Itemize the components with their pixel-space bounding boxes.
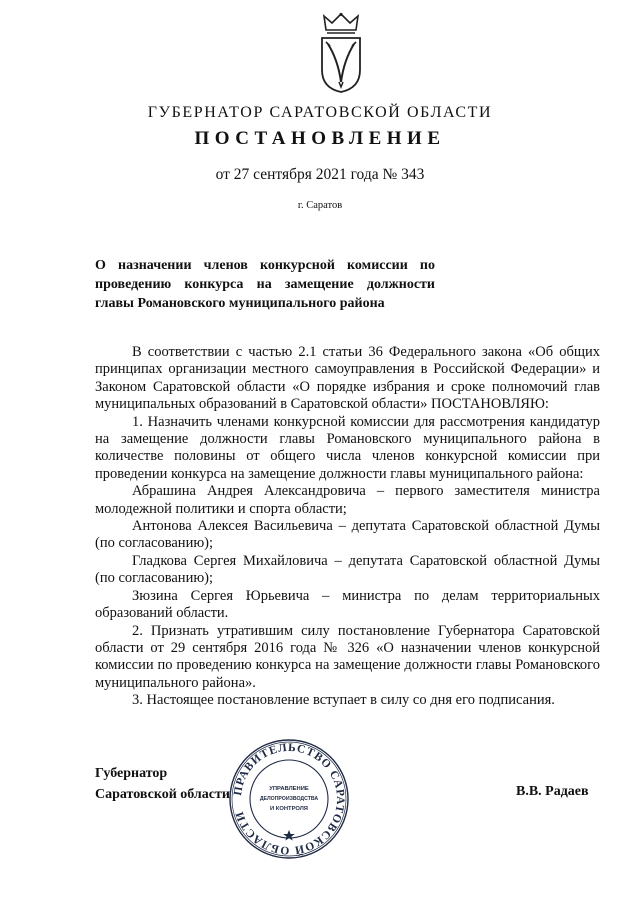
document-body [95, 344, 600, 710]
stamp-star-icon [283, 830, 295, 841]
signatory-position-line-1: Губернатор [95, 766, 168, 781]
paragraph-member-4: Зюзина Сергея Юрьевича – министра по делам территориальных образований области. [95, 587, 600, 622]
document-type: ПОСТАНОВЛЕНИЕ [194, 128, 446, 149]
signatory-position-line-2: Саратовской области [95, 787, 230, 802]
official-stamp [228, 738, 350, 860]
paragraph-item-2: 2. Признать утратившим силу постановление Губернатора Саратовской области от 29 сентября 2016 года № 326 «О назначении членов конкурсной комиссии по проведению конкурса на замещение должности главы Романовского муниципального района». [95, 622, 600, 691]
saratov-coat-of-arms-icon [318, 12, 364, 94]
issuing-authority: ГУБЕРНАТОР САРАТОВСКОЙ ОБЛАСТИ [147, 104, 493, 121]
paragraph-member-1: Абрашина Андрея Александровича – первого заместителя министра молодежной политики и спорта области; [95, 483, 600, 517]
stamp-center-line-3: И КОНТРОЛЯ [270, 806, 308, 812]
document-date-number: от 27 сентября 2021 года № 343 [215, 166, 425, 183]
paragraph-member-3: Гладкова Сергея Михайловича – депутата Саратовской областной Думы (по согласованию); [95, 552, 600, 587]
signatory-name: В.В. Радаев [516, 784, 589, 799]
paragraph-preamble: В соответствии с частью 2.1 статьи 36 Федерального закона «Об общих принципах организации местного самоуправления в Российской Федерации» и Законом Саратовской области «О порядке избрания и сроке полномочий глав муниципальных образований в Саратовской области» ПОСТАНОВЛЯЮ: [95, 344, 600, 413]
stamp-center-line-1: УПРАВЛЕНИЕ [269, 786, 309, 792]
stamp-ring-text: ПРАВИТЕЛЬСТВО САРАТОВСКОЙ ОБЛАСТИ [231, 741, 347, 857]
paragraph-item-1: 1. Назначить членами конкурсной комиссии для рассмотрения кандидатур на замещение должности главы Романовского муниципального района в количестве половины от общего числа членов конкурсной комиссии при проведении конкурса на замещение должности главы муниципального района: [95, 413, 600, 482]
document-subject: О назначении членов конкурсной комиссии по проведению конкурса на замещение должности главы Романовского муниципального района [95, 258, 435, 311]
paragraph-member-2: Антонова Алексея Васильевича – депутата Саратовской областной Думы (по согласованию); [95, 518, 600, 552]
signatory-position [95, 763, 230, 805]
document-city: г. Саратов [297, 200, 343, 211]
paragraph-item-3: 3. Настоящее постановление вступает в силу со дня его подписания. [132, 692, 555, 709]
stamp-center-line-2: ДЕЛОПРОИЗВОДСТВА [259, 796, 319, 802]
